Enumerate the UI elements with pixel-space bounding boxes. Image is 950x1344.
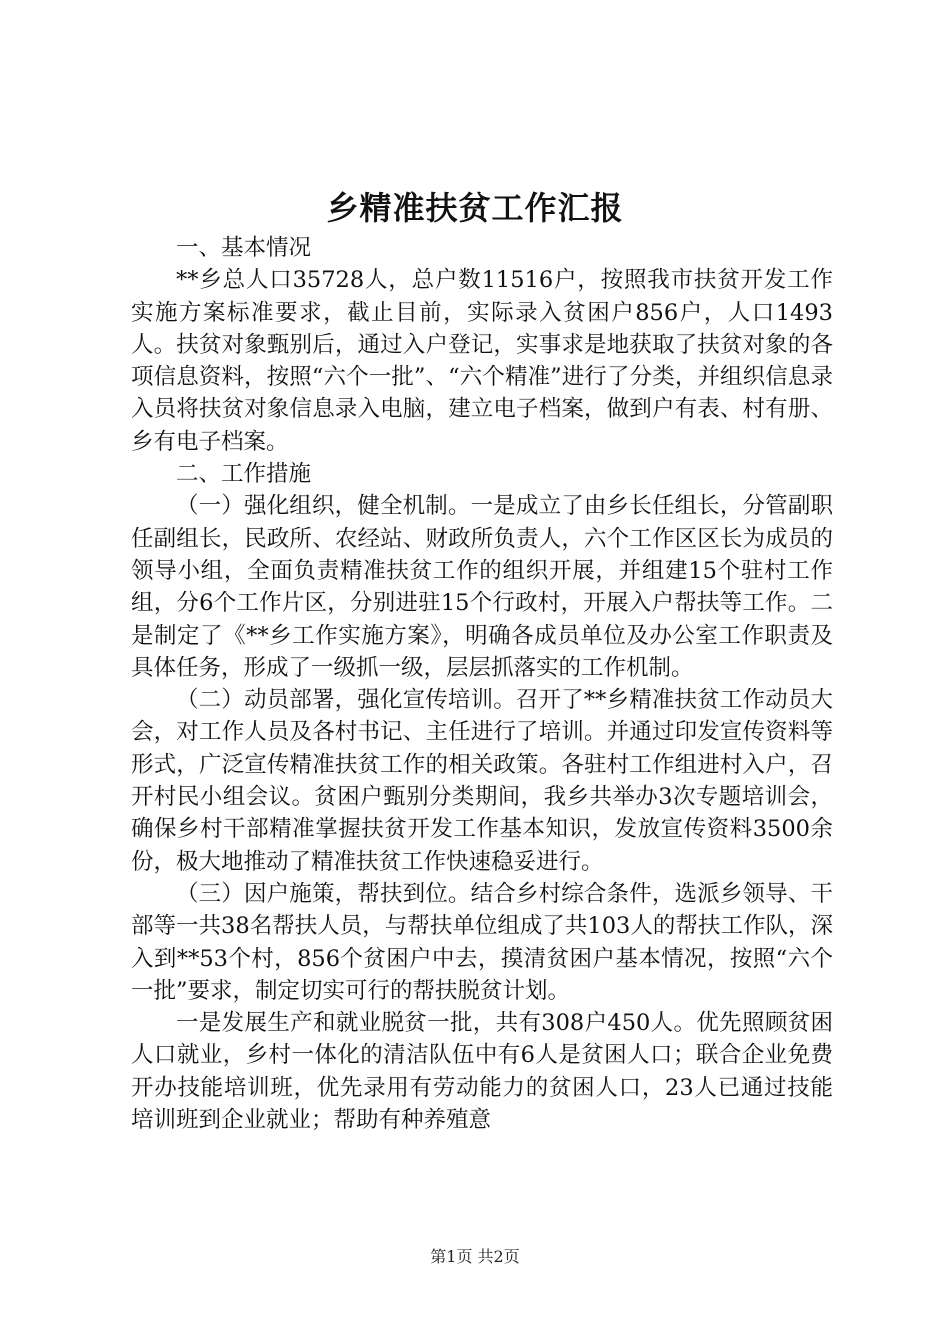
section-heading-basic-situation: 一、基本情况 — [176, 235, 312, 261]
paragraph-measure-1: （一）强化组织，健全机制。一是成立了由乡长任组长，分管副职任副组长，民政所、农经站、财政所负责人，六个工作区区长为成员的领导小组，全面负责精准扶贫工作的组织开展，并组建15个驻村工作组，分6个工作片区，分别进驻15个行政村，开展入户帮扶等工作。二是制定了《**乡工作实施方案》，明确各成员单位及办公室工作职责及具体任务，形成了一级抓一级，层层抓落实的工作机制。 — [131, 493, 833, 681]
document-body — [131, 232, 833, 1136]
paragraph-measure-3-item-1: 一是发展生产和就业脱贫一批，共有308户450人。优先照顾贫困人口就业，乡村一体化的清洁队伍中有6人是贫困人口；联合企业免费开办技能培训班，优先录用有劳动能力的贫困人口，23人已通过技能培训班到企业就业；帮助有种养殖意 — [131, 1010, 833, 1134]
page-number: 第1页 共2页 — [430, 1247, 520, 1266]
paragraph-measure-3: （三）因户施策，帮扶到位。结合乡村综合条件，选派乡领导、干部等一共38名帮扶人员，与帮扶单位组成了共103人的帮扶工作队，深入到**53个村，856个贫困户中去，摸清贫困户基本情况，按照“六个一批”要求，制定切实可行的帮扶脱贫计划。 — [131, 880, 833, 1004]
document-title: 乡精准扶贫工作汇报 — [326, 189, 624, 227]
paragraph-basic-situation: **乡总人口35728人，总户数11516户，按照我市扶贫开发工作实施方案标准要求，截止目前，实际录入贫困户856户，人口1493人。扶贫对象甄别后，通过入户登记，实事求是地获取了扶贫对象的各项信息资料，按照“六个一批”、“六个精准”进行了分类，并组织信息录入员将扶贫对象信息录入电脑，建立电子档案，做到户有表、村有册、乡有电子档案。 — [131, 267, 833, 455]
paragraph-measure-2: （二）动员部署，强化宣传培训。召开了**乡精准扶贫工作动员大会，对工作人员及各村书记、主任进行了培训。并通过印发宣传资料等形式，广泛宣传精准扶贫工作的相关政策。各驻村工作组进村入户，召开村民小组会议。贫困户甄别分类期间，我乡共举办3次专题培训会，确保乡村干部精准掌握扶贫开发工作基本知识，发放宣传资料3500余份，极大地推动了精准扶贫工作快速稳妥进行。 — [131, 687, 833, 875]
section-heading-work-measures: 二、工作措施 — [176, 461, 312, 488]
